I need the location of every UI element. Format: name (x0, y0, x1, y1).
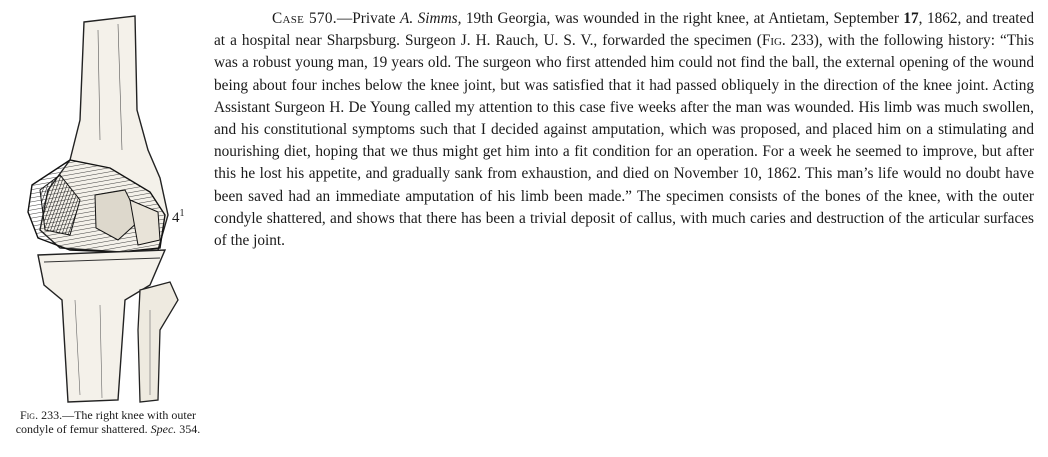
figure-caption (8, 408, 208, 436)
figure-reference: Fig. 233 (761, 32, 814, 50)
figure-caption-text: —The right knee with outer condyle of femur shattered. (15, 408, 197, 436)
case-text (214, 8, 1034, 252)
specimen-label: Spec. (150, 422, 177, 436)
specimen-number: 354. (179, 422, 201, 436)
figure-marker: $4^1$ (172, 208, 185, 226)
figure-233 (0, 0, 205, 457)
figure-label: Fig. 233. (19, 408, 63, 422)
patient-name: A. Simms, (400, 10, 462, 27)
case-paragraph: Case 570.—Private A. Simms, 19th Georgia, was wounded in the right knee, at Antietam, September 17, 1862, and treated at a hospital near Sharpsburg. Surgeon J. H. Rauch, U. S. V., forwarded the specimen (Fig. 233), with the following history: “This was a robust young man, 19 years old. The surgeon who first attended him could not find the ball, the external opening of the wound being about four inches below the knee joint, but was satisfied that it had passed obliquely in the direction of the knee joint. Acting Assistant Surgeon H. De Young called my attention to this case five weeks after the man was wounded. His limb was much swollen, and his constitutional symptoms such that I decided against amputation, which was proposed, and placed him on a stimulating and nourishing diet, hoping that we thus might get him into a fit condition for an operation. For a week he seemed to improve, but after this he lost his appetite, and gradually sank from exhaustion, and died on November 10, 1862. This man’s life would no doubt have been saved had an immediate amputation of his limb been made.” The specimen consists of the bones of the knee, with the outer condyle shattered, and shows that there has been a trivial deposit of callus, with much caries and destruction of the articular surfaces of the joint. (214, 10, 1034, 250)
case-number: Case 570. (272, 10, 337, 27)
date-day: 17 (903, 10, 919, 27)
knee-bone-illustration (0, 0, 205, 405)
